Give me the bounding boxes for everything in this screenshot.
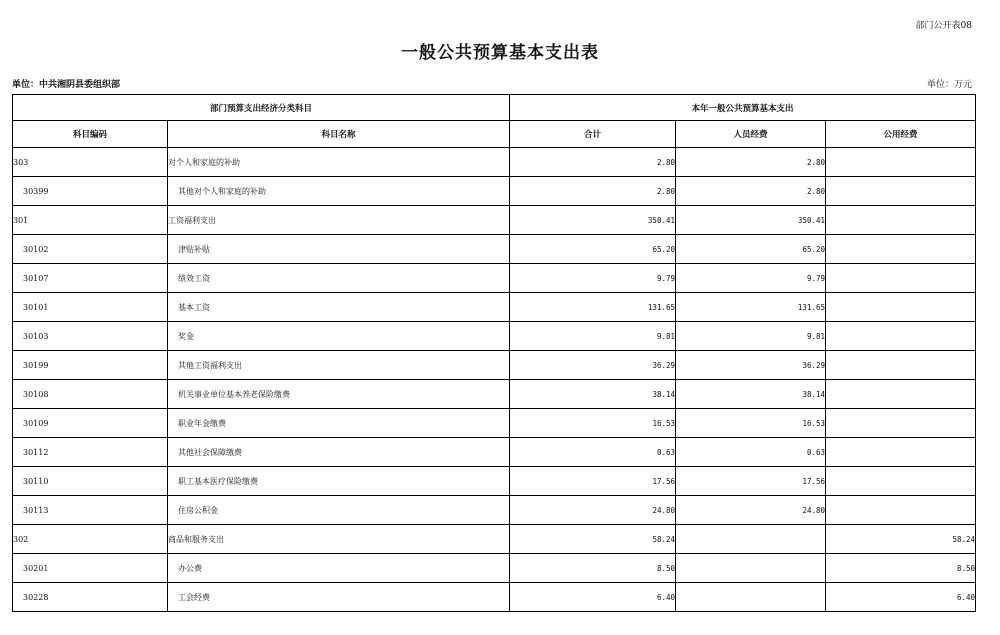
column-header-code: 科目编码 [13, 121, 168, 148]
table-row [13, 148, 976, 177]
cell-name: 工会经费 [168, 583, 510, 612]
cell-public: 6.40 [826, 583, 976, 612]
table-row [13, 177, 976, 206]
cell-total: 6.40 [510, 583, 676, 612]
cell-code: 30201 [13, 554, 168, 583]
cell-total: 24.80 [510, 496, 676, 525]
cell-personnel: 9.81 [676, 322, 826, 351]
table-row [13, 467, 976, 496]
cell-code: 30107 [13, 264, 168, 293]
form-number: 部门公开表08 [915, 21, 972, 31]
cell-total: 8.50 [510, 554, 676, 583]
table-row [13, 409, 976, 438]
page-title: 一般公共预算基本支出表 [401, 43, 599, 63]
column-header-public: 公用经费 [826, 121, 976, 148]
cell-total: 16.53 [510, 409, 676, 438]
cell-code: 30110 [13, 467, 168, 496]
cell-public [826, 264, 976, 293]
column-header-name: 科目名称 [168, 121, 510, 148]
cell-code: 302 [13, 525, 168, 554]
cell-total: 65.20 [510, 235, 676, 264]
table-row [13, 351, 976, 380]
cell-name: 其他工资福利支出 [168, 351, 510, 380]
table-row [13, 322, 976, 351]
cell-public [826, 380, 976, 409]
cell-total: 2.80 [510, 177, 676, 206]
cell-name: 商品和服务支出 [168, 525, 510, 554]
cell-personnel: 350.41 [676, 206, 826, 235]
table-row [13, 206, 976, 235]
cell-code: 301 [13, 206, 168, 235]
cell-total: 2.80 [510, 148, 676, 177]
cell-name: 职工基本医疗保险缴费 [168, 467, 510, 496]
group-header-classification: 部门预算支出经济分类科目 [13, 95, 510, 121]
cell-personnel: 131.65 [676, 293, 826, 322]
cell-total: 9.81 [510, 322, 676, 351]
cell-public [826, 409, 976, 438]
cell-name: 其他社会保障缴费 [168, 438, 510, 467]
cell-personnel: 17.56 [676, 467, 826, 496]
cell-name: 工资福利支出 [168, 206, 510, 235]
group-header-row [13, 95, 976, 121]
cell-code: 30199 [13, 351, 168, 380]
table-row [13, 525, 976, 554]
cell-total: 131.65 [510, 293, 676, 322]
table-row [13, 496, 976, 525]
cell-public [826, 322, 976, 351]
cell-personnel: 16.53 [676, 409, 826, 438]
cell-code: 30102 [13, 235, 168, 264]
cell-personnel: 36.29 [676, 351, 826, 380]
table-row [13, 583, 976, 612]
currency-unit: 单位：万元 [926, 80, 972, 90]
cell-total: 9.79 [510, 264, 676, 293]
cell-name: 基本工资 [168, 293, 510, 322]
cell-public [826, 438, 976, 467]
cell-personnel [676, 554, 826, 583]
cell-code: 30112 [13, 438, 168, 467]
cell-code: 30113 [13, 496, 168, 525]
column-header-row [13, 121, 976, 148]
group-header-expenditure: 本年一般公共预算基本支出 [510, 95, 976, 121]
cell-code: 30228 [13, 583, 168, 612]
cell-total: 350.41 [510, 206, 676, 235]
cell-total: 36.29 [510, 351, 676, 380]
cell-name: 其他对个人和家庭的补助 [168, 177, 510, 206]
cell-personnel [676, 525, 826, 554]
cell-total: 0.63 [510, 438, 676, 467]
table-row [13, 380, 976, 409]
cell-total: 17.56 [510, 467, 676, 496]
cell-personnel: 0.63 [676, 438, 826, 467]
table-row [13, 438, 976, 467]
cell-public [826, 235, 976, 264]
cell-code: 30108 [13, 380, 168, 409]
cell-name: 对个人和家庭的补助 [168, 148, 510, 177]
cell-public [826, 206, 976, 235]
cell-public: 58.24 [826, 525, 976, 554]
cell-public [826, 177, 976, 206]
cell-code: 30109 [13, 409, 168, 438]
table-row [13, 554, 976, 583]
cell-name: 津贴补贴 [168, 235, 510, 264]
cell-code: 30399 [13, 177, 168, 206]
cell-code: 303 [13, 148, 168, 177]
cell-personnel: 2.80 [676, 148, 826, 177]
table-row [13, 264, 976, 293]
budget-table [12, 94, 976, 612]
cell-personnel [676, 583, 826, 612]
cell-name: 绩效工资 [168, 264, 510, 293]
cell-public [826, 351, 976, 380]
cell-personnel: 38.14 [676, 380, 826, 409]
column-header-personnel: 人员经费 [676, 121, 826, 148]
cell-code: 30101 [13, 293, 168, 322]
cell-total: 38.14 [510, 380, 676, 409]
table-row [13, 235, 976, 264]
cell-personnel: 24.80 [676, 496, 826, 525]
cell-public [826, 293, 976, 322]
cell-name: 机关事业单位基本养老保险缴费 [168, 380, 510, 409]
table-row [13, 293, 976, 322]
cell-public: 8.50 [826, 554, 976, 583]
cell-total: 58.24 [510, 525, 676, 554]
cell-name: 住房公积金 [168, 496, 510, 525]
cell-personnel: 65.20 [676, 235, 826, 264]
cell-name: 奖金 [168, 322, 510, 351]
cell-name: 职业年金缴费 [168, 409, 510, 438]
cell-public [826, 496, 976, 525]
cell-public [826, 148, 976, 177]
table-body [13, 148, 976, 612]
unit-name: 单位：中共湘阴县委组织部 [12, 80, 121, 90]
cell-code: 30103 [13, 322, 168, 351]
cell-personnel: 2.80 [676, 177, 826, 206]
cell-personnel: 9.79 [676, 264, 826, 293]
cell-public [826, 467, 976, 496]
cell-name: 办公费 [168, 554, 510, 583]
column-header-total: 合计 [510, 121, 676, 148]
